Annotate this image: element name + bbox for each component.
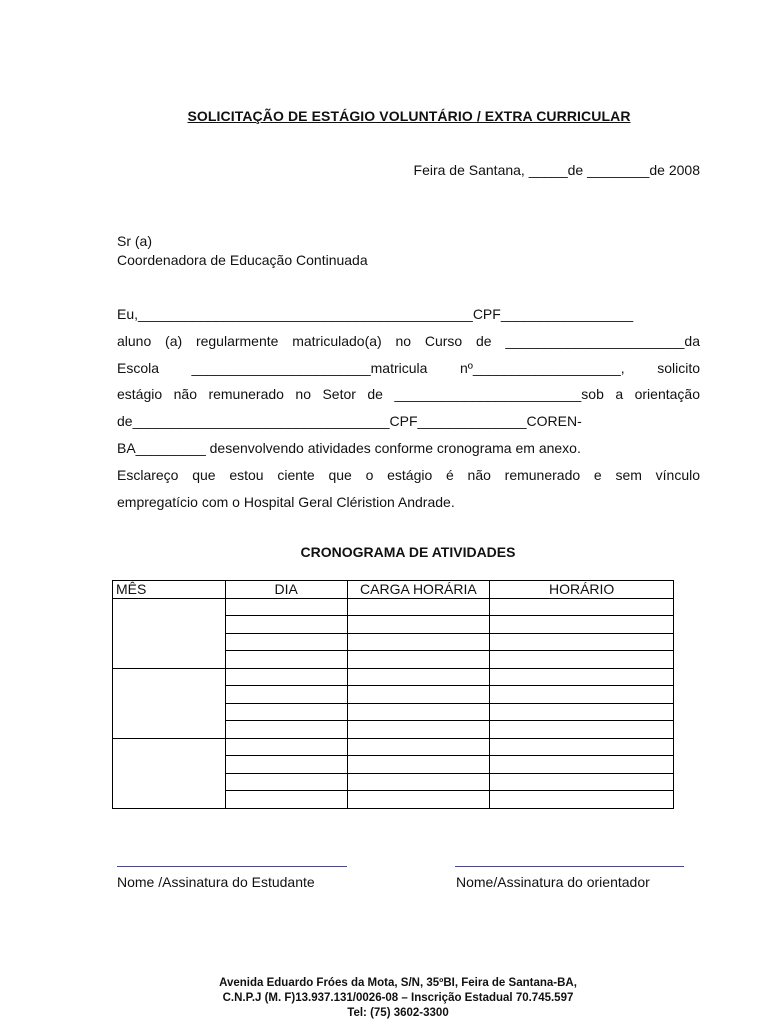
- schedule-cell[interactable]: [490, 703, 674, 721]
- table-row: [113, 668, 674, 686]
- schedule-cell[interactable]: [490, 598, 674, 616]
- day-cell[interactable]: [225, 703, 347, 721]
- day-cell[interactable]: [225, 756, 347, 774]
- body-line: de_________________________________CPF______________COREN-: [117, 413, 582, 430]
- hours-cell[interactable]: [347, 791, 490, 809]
- hours-cell[interactable]: [347, 598, 490, 616]
- body-line: empregatício com o Hospital Geral Cléristion Andrade.: [117, 493, 455, 510]
- hours-cell[interactable]: [347, 616, 490, 634]
- day-cell[interactable]: [225, 738, 347, 756]
- hours-cell[interactable]: [347, 756, 490, 774]
- addressee-title: Coordenadora de Educação Continuada: [117, 252, 368, 268]
- body-line: BA_________ desenvolvendo atividades conforme cronograma em anexo.: [117, 439, 581, 456]
- hours-cell[interactable]: [347, 633, 490, 651]
- schedule-cell[interactable]: [490, 721, 674, 739]
- footer-line: Avenida Eduardo Fróes da Mota, S/N, 35ºBI, Feira de Santana-BA,: [219, 977, 577, 989]
- header-day: DIA: [225, 581, 347, 599]
- table-row: [113, 738, 674, 756]
- schedule-cell[interactable]: [490, 791, 674, 809]
- schedule-cell[interactable]: [490, 633, 674, 651]
- request-body: [117, 301, 700, 515]
- body-line: Eu,___________________________________________CPF_________________: [117, 306, 634, 322]
- day-cell[interactable]: [225, 791, 347, 809]
- day-cell[interactable]: [225, 686, 347, 704]
- body-line: Escola _______________________matricula nº___________________, solicito: [117, 359, 700, 376]
- schedule-table: [112, 580, 674, 809]
- hours-cell[interactable]: [347, 651, 490, 669]
- schedule-title: CRONOGRAMA DE ATIVIDADES: [300, 544, 516, 560]
- body-line: Esclareço que estou ciente que o estágio é não remunerado e sem vínculo: [117, 466, 700, 483]
- schedule-cell[interactable]: [490, 738, 674, 756]
- day-cell[interactable]: [225, 633, 347, 651]
- month-cell[interactable]: [113, 598, 226, 668]
- day-cell[interactable]: [225, 616, 347, 634]
- document-title: SOLICITAÇÃO DE ESTÁGIO VOLUNTÁRIO / EXTRA CURRICULAR: [187, 108, 631, 124]
- advisor-signature-label: Nome/Assinatura do orientador: [456, 874, 650, 890]
- month-cell[interactable]: [113, 738, 226, 808]
- addressee-salutation: Sr (a): [117, 233, 152, 249]
- header-schedule: HORÁRIO: [490, 581, 674, 599]
- footer-line: Tel: (75) 3602-3300: [347, 1007, 449, 1019]
- hours-cell[interactable]: [347, 703, 490, 721]
- month-cell[interactable]: [113, 668, 226, 738]
- student-signature-label: Nome /Assinatura do Estudante: [117, 874, 315, 890]
- hours-cell[interactable]: [347, 773, 490, 791]
- table-row: [113, 598, 674, 616]
- day-cell[interactable]: [225, 598, 347, 616]
- day-cell[interactable]: [225, 668, 347, 686]
- schedule-cell[interactable]: [490, 756, 674, 774]
- day-cell[interactable]: [225, 773, 347, 791]
- body-line: estágio não remunerado no Setor de ________________________sob a orientação: [117, 386, 700, 403]
- header-month: MÊS: [113, 581, 226, 599]
- body-line: aluno (a) regularmente matriculado(a) no Curso de _______________________da: [117, 332, 700, 349]
- header-hours: CARGA HORÁRIA: [347, 581, 490, 599]
- schedule-cell[interactable]: [490, 686, 674, 704]
- schedule-cell[interactable]: [490, 616, 674, 634]
- addressee-block: [117, 232, 368, 270]
- footer-line: C.N.P.J (M. F)13.937.131/0026-08 – Inscrição Estadual 70.745.597: [222, 992, 574, 1004]
- schedule-header-row: [113, 581, 674, 599]
- hours-cell[interactable]: [347, 721, 490, 739]
- footer-address: [0, 976, 768, 1021]
- student-signature-line[interactable]: [117, 866, 347, 867]
- date-line: Feira de Santana, _____de ________de 2008: [413, 162, 700, 178]
- hours-cell[interactable]: [347, 668, 490, 686]
- schedule-cell[interactable]: [490, 651, 674, 669]
- advisor-signature-line[interactable]: [455, 866, 684, 867]
- hours-cell[interactable]: [347, 738, 490, 756]
- day-cell[interactable]: [225, 651, 347, 669]
- day-cell[interactable]: [225, 721, 347, 739]
- schedule-cell[interactable]: [490, 773, 674, 791]
- hours-cell[interactable]: [347, 686, 490, 704]
- schedule-cell[interactable]: [490, 668, 674, 686]
